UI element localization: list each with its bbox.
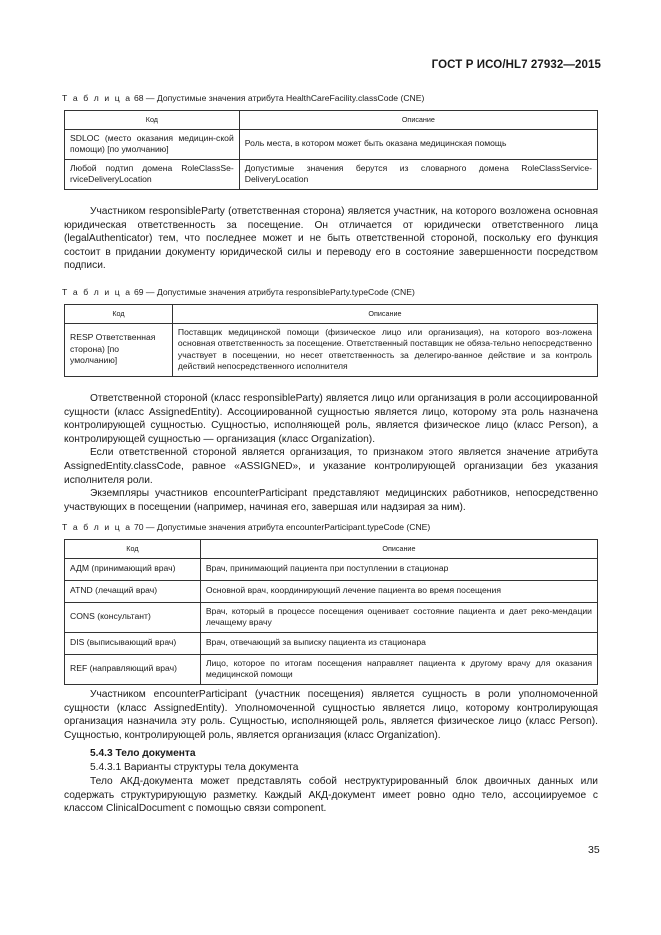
column-header-description: Описание [239, 111, 597, 130]
table-caption-prefix: Т а б л и ц а [62, 93, 132, 103]
column-header-description: Описание [200, 540, 597, 559]
paragraph-responsible-party [64, 205, 598, 273]
column-header-code: Код [65, 540, 201, 559]
table-header-row [65, 111, 598, 130]
table-caption-text: 70 — Допустимые значения атрибута encounterParticipant.typeCode (CNE) [133, 522, 431, 532]
table-row [65, 580, 598, 602]
table-68 [64, 110, 598, 190]
paragraph-block-responsible [64, 392, 598, 514]
code-cell: CONS (консультант) [65, 602, 201, 632]
table-70-caption [62, 522, 430, 532]
section-heading: 5.4.3 Тело документа [90, 748, 196, 759]
description-cell: Лицо, которое по итогам посещения направляет пациента к другому врачу для оказания медицинской помощи [200, 654, 597, 684]
table-row [65, 129, 598, 159]
code-cell: ATND (лечащий врач) [65, 580, 201, 602]
table-row [65, 602, 598, 632]
code-cell: SDLOC (место оказания медицин-ской помощи) [по умолчанию] [65, 129, 240, 159]
paragraph-text: Экземпляры участников encounterParticipant представляют медицинских работников, непосредственно участвующих в посещении (например, начиная его, завершая или надзирая за ним). [64, 488, 598, 513]
table-row [65, 558, 598, 580]
paragraph-text: Тело АКД-документа может представлять собой неструктурированный блок двоичных данных или содержать структурирующую разметку. Каждый АКД-документ имеет ровно одно тело, ассоциируемое с классом ClinicalDocument с помощью связи component. [64, 776, 598, 815]
code-cell: RESP Ответственная сторона) [по умолчанию] [65, 323, 173, 376]
table-header-row [65, 305, 598, 324]
page-number: 35 [588, 844, 600, 856]
table-caption-prefix: Т а б л и ц а [62, 287, 132, 297]
table-row [65, 632, 598, 654]
paragraph-text: Участником responsibleParty (ответственная сторона) является участник, на которого возложена основная юридическая ответственность за посещение. Он отличается от юридически ответственного лица (legalAuthenticator) тем, что последнее может и не быть ответственной стороной, поскольку его функция состоит в придании документу юридической силы и переводу его в состояние завершенности посредством подписи. [64, 206, 598, 272]
table-row [65, 159, 598, 189]
paragraph-text: Ответственной стороной (класс responsibleParty) является лицо или организация в роли ассоциированной сущности (класс AssignedEntity). Ассоциированной сущностью является лицо, которому эта роль назначена контролирующей сущностью. Сущностью, исполняющей роль, является физическое лицо (класс Person), а контролирующей сущностью — организация (класс Organization). [64, 393, 598, 445]
table-caption-text: 69 — Допустимые значения атрибута responsibleParty.typeCode (CNE) [133, 287, 415, 297]
description-cell: Основной врач, координирующий лечение пациента во время посещения [200, 580, 597, 602]
table-caption-text: 68 — Допустимые значения атрибута HealthCareFacility.classCode (CNE) [133, 93, 425, 103]
table-header-row [65, 540, 598, 559]
column-header-code: Код [65, 305, 173, 324]
description-cell: Врач, принимающий пациента при поступлении в стационар [200, 558, 597, 580]
code-cell: REF (направляющий врач) [65, 654, 201, 684]
document-header: ГОСТ Р ИСО/HL7 27932—2015 [431, 59, 601, 71]
paragraph-text: Участником encounterParticipant (участник посещения) является сущность в роли уполномоченной сущности (класс AssignedEntity). Уполномоченной сущностью является лицо, которому контролирующая организация назначила эту роль. Сущностью, исполняющей роль, является физическое лицо (класс Person). Сущностью, контролирующей роль, является организация (класс Organization). [64, 689, 598, 741]
paragraph-text: Если ответственной стороной является организация, то признаком этого является значение атрибута AssignedEntity.classCode, равное «ASSIGNED», и указание контролирующей организации без указания исполнителя роли. [64, 447, 598, 486]
table-68-caption [62, 93, 424, 103]
description-cell: Поставщик медицинской помощи (физическое лицо или организация), на которого воз-ложена основная ответственность за посещение. Ответственный поставщик не обяза-тельно непосредственно участвует в посещении, но несет ответственность за делегиро-ванное действие и за контроль действий непосредственного исполнителя [172, 323, 597, 376]
table-caption-prefix: Т а б л и ц а [62, 522, 132, 532]
table-69-caption [62, 287, 415, 297]
code-cell: Любой подтип домена RoleClassSe-rviceDeliveryLocation [65, 159, 240, 189]
table-69 [64, 304, 598, 377]
column-header-description: Описание [172, 305, 597, 324]
code-cell: DIS (выписывающий врач) [65, 632, 201, 654]
paragraph-encounter-participant [64, 688, 598, 742]
table-row [65, 654, 598, 684]
paragraph-document-body [64, 775, 598, 816]
description-cell: Врач, отвечающий за выписку пациента из стационара [200, 632, 597, 654]
table-70 [64, 539, 598, 685]
column-header-code: Код [65, 111, 240, 130]
table-row [65, 323, 598, 376]
description-cell: Врач, который в процессе посещения оценивает состояние пациента и дает реко-мендации лечащему врачу [200, 602, 597, 632]
subsection-heading: 5.4.3.1 Варианты структуры тела документа [90, 762, 299, 773]
description-cell: Допустимые значения берутся из словарного домена RoleClassService-DeliveryLocation [239, 159, 597, 189]
code-cell: АДМ (принимающий врач) [65, 558, 201, 580]
description-cell: Роль места, в котором может быть оказана медицинская помощь [239, 129, 597, 159]
